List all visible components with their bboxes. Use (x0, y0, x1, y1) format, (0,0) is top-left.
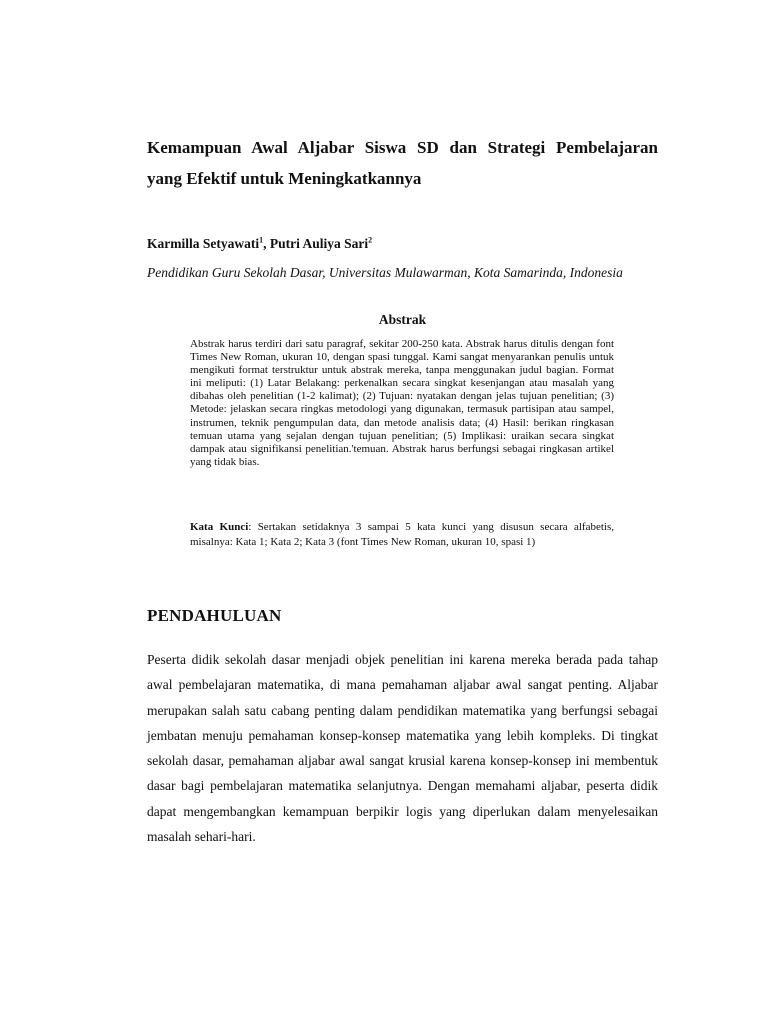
paper-title-line-1: Kemampuan Awal Aljabar Siswa SD dan Strategi Pembelajaran (147, 138, 658, 157)
section-heading-pendahuluan: PENDAHULUAN (147, 606, 282, 625)
author-affiliation: Pendidikan Guru Sekolah Dasar, Universitas Mulawarman, Kota Samarinda, Indonesia (147, 265, 623, 280)
keywords-text: : Sertakan setidaknya 3 sampai 5 kata kunci yang disusun secara alfabetis, misalnya: Kata 1; Kata 2; Kata 3 (font Times New Roman, ukuran 10, spasi 1) (190, 521, 615, 548)
author-2-affiliation-mark: 2 (368, 235, 373, 245)
abstract-heading: Abstrak (378, 312, 427, 327)
paper-title-line-2: yang Efektif untuk Meningkatkannya (147, 169, 422, 188)
abstract-body: Abstrak harus terdiri dari satu paragraf, sekitar 200-250 kata. Abstrak harus ditulis dengan font Times New Roman, ukuran 10, dengan spasi tunggal. Kami sangat menyarankan penulis untuk mengikuti format terstruktur untuk abstrak mereka, tanpa menggunakan judul bagian. Format ini meliputi: (1) Latar Belakang: perkenalkan secara singkat kesenjangan atau masalah yang dibahas oleh penelitian (1-2 kalimat); (2) Tujuan: nyatakan dengan jelas tujuan penelitian; (3) Metode: jelaskan secara ringkas metodologi yang digunakan, termasuk partisipan atau sampel, instrumen, teknik pengumpulan data, dan metode analisis data; (4) Hasil: berikan ringkasan temuan utama yang sejalan dengan tujuan penelitian; (5) Implikasi: uraikan secara singkat dampak atau signifikansi penelitian.'temuan. Abstrak harus berfungsi sebagai ringkasan artikel yang tidak bias. (190, 338, 614, 468)
author-1-affiliation-mark: 1 (259, 235, 264, 245)
author-separator: , (263, 236, 270, 251)
author-list (147, 236, 372, 252)
author-2-name: Putri Auliya Sari (269, 236, 369, 251)
keywords-paragraph (190, 520, 614, 550)
section-body-pendahuluan: Peserta didik sekolah dasar menjadi objek penelitian ini karena mereka berada pada tahap awal pembelajaran matematika, di mana pemahaman aljabar awal sangat penting. Aljabar merupakan salah satu cabang penting dalam pendidikan matematika yang berfungsi sebagai jembatan menuju pemahaman konsep-konsep matematika yang lebih kompleks. Di tingkat sekolah dasar, pemahaman aljabar awal sangat krusial karena konsep-konsep ini membentuk dasar bagi pembelajaran matematika selanjutnya. Dengan memahami aljabar, peserta didik dapat mengembangkan kemampuan berpikir logis yang diperlukan dalam menyelesaikan masalah sehari-hari. (147, 652, 658, 845)
author-1-name: Karmilla Setyawati (147, 236, 260, 251)
keywords-label: Kata Kunci (190, 521, 249, 533)
paper-title (147, 132, 658, 194)
